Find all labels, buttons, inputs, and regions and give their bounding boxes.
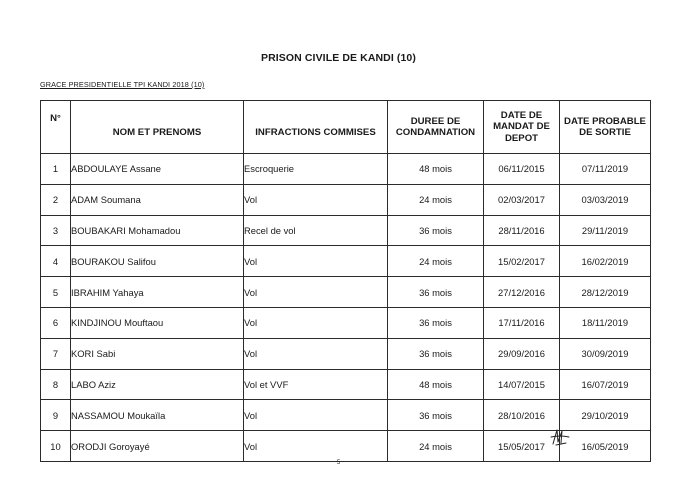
cell-duration: 36 mois xyxy=(388,277,484,308)
cell-no: 2 xyxy=(41,184,71,215)
cell-deposit-date: 15/02/2017 xyxy=(484,246,560,277)
cell-infraction: Vol xyxy=(244,277,388,308)
header-duration: DUREE DE CONDAMNATION xyxy=(388,101,484,154)
cell-release-date: 16/02/2019 xyxy=(560,246,651,277)
cell-release-date: 07/11/2019 xyxy=(560,154,651,185)
cell-no: 9 xyxy=(41,400,71,431)
cell-deposit-date: 28/11/2016 xyxy=(484,215,560,246)
handwritten-initials xyxy=(548,427,572,447)
cell-name: ADAM Soumana xyxy=(71,184,244,215)
cell-no: 6 xyxy=(41,307,71,338)
header-no: N° xyxy=(41,101,71,154)
cell-release-date: 29/11/2019 xyxy=(560,215,651,246)
table-row xyxy=(41,338,651,369)
cell-release-date: 16/07/2019 xyxy=(560,369,651,400)
cell-infraction: Vol xyxy=(244,307,388,338)
table-row xyxy=(41,277,651,308)
cell-duration: 48 mois xyxy=(388,154,484,185)
cell-duration: 24 mois xyxy=(388,431,484,462)
cell-no: 3 xyxy=(41,215,71,246)
table-row xyxy=(41,307,651,338)
cell-duration: 36 mois xyxy=(388,400,484,431)
table-row xyxy=(41,154,651,185)
header-name: NOM ET PRENOMS xyxy=(71,101,244,154)
cell-duration: 24 mois xyxy=(388,246,484,277)
cell-name: BOUBAKARI Mohamadou xyxy=(71,215,244,246)
cell-release-date: 30/09/2019 xyxy=(560,338,651,369)
cell-deposit-date: 17/11/2016 xyxy=(484,307,560,338)
cell-deposit-date: 02/03/2017 xyxy=(484,184,560,215)
document-title: PRISON CIVILE DE KANDI (10) xyxy=(261,52,416,64)
cell-infraction: Vol xyxy=(244,431,388,462)
cell-duration: 36 mois xyxy=(388,338,484,369)
cell-infraction: Vol xyxy=(244,184,388,215)
cell-release-date: 29/10/2019 xyxy=(560,400,651,431)
cell-deposit-date: 15/05/2017 xyxy=(484,431,560,462)
cell-release-date: 28/12/2019 xyxy=(560,277,651,308)
prisoner-table xyxy=(40,100,651,462)
cell-release-date: 16/05/2019 xyxy=(560,431,651,462)
table-row xyxy=(41,246,651,277)
table-row xyxy=(41,184,651,215)
cell-name: ORODJI Goroyayé xyxy=(71,431,244,462)
cell-deposit-date: 06/11/2015 xyxy=(484,154,560,185)
table-row xyxy=(41,215,651,246)
cell-no: 1 xyxy=(41,154,71,185)
cell-duration: 48 mois xyxy=(388,369,484,400)
header-release-date: DATE PROBABLE DE SORTIE xyxy=(560,101,651,154)
table-header-row xyxy=(41,101,651,154)
cell-no: 5 xyxy=(41,277,71,308)
cell-name: BOURAKOU Salifou xyxy=(71,246,244,277)
page-number: 5 xyxy=(336,460,341,466)
cell-no: 8 xyxy=(41,369,71,400)
cell-no: 10 xyxy=(41,431,71,462)
cell-name: KORI Sabi xyxy=(71,338,244,369)
cell-no: 7 xyxy=(41,338,71,369)
cell-name: KINDJINOU Mouftaou xyxy=(71,307,244,338)
cell-duration: 36 mois xyxy=(388,215,484,246)
cell-release-date: 03/03/2019 xyxy=(560,184,651,215)
cell-name: IBRAHIM Yahaya xyxy=(71,277,244,308)
cell-deposit-date: 14/07/2015 xyxy=(484,369,560,400)
cell-infraction: Recel de vol xyxy=(244,215,388,246)
header-infractions: INFRACTIONS COMMISES xyxy=(244,101,388,154)
cell-infraction: Vol xyxy=(244,338,388,369)
cell-infraction: Vol et VVF xyxy=(244,369,388,400)
cell-deposit-date: 27/12/2016 xyxy=(484,277,560,308)
cell-infraction: Vol xyxy=(244,246,388,277)
table-row xyxy=(41,369,651,400)
cell-release-date: 18/11/2019 xyxy=(560,307,651,338)
cell-deposit-date: 28/10/2016 xyxy=(484,400,560,431)
document-subtitle: GRACE PRESIDENTIELLE TPI KANDI 2018 (10) xyxy=(40,80,205,89)
cell-infraction: Vol xyxy=(244,400,388,431)
cell-name: ABDOULAYE Assane xyxy=(71,154,244,185)
cell-infraction: Escroquerie xyxy=(244,154,388,185)
cell-duration: 24 mois xyxy=(388,184,484,215)
header-deposit-date: DATE DE MANDAT DE DEPOT xyxy=(484,101,560,154)
cell-name: LABO Aziz xyxy=(71,369,244,400)
cell-no: 4 xyxy=(41,246,71,277)
cell-deposit-date: 29/09/2016 xyxy=(484,338,560,369)
cell-duration: 36 mois xyxy=(388,307,484,338)
cell-name: NASSAMOU Moukaïla xyxy=(71,400,244,431)
